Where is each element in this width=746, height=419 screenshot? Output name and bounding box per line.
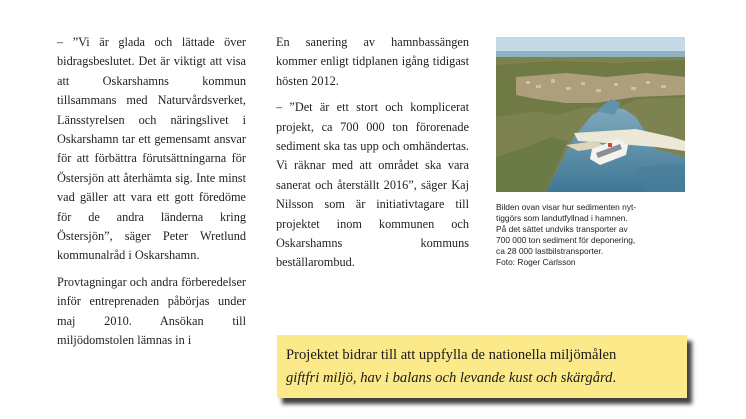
caption-line: tiggörs som landutfyllnad i hamnen. xyxy=(496,212,628,223)
text-column-middle xyxy=(276,33,469,280)
harbour-photo-graphic xyxy=(496,37,685,192)
body-paragraph: Provtagningar och andra förberedelser inför entreprenaden påbörjas under maj 2010. Ansökan till miljödomstolen lämnas in i xyxy=(57,274,246,348)
callout-line-2 xyxy=(286,370,616,387)
caption-line: ca 28 000 lastbilstransporter. xyxy=(496,245,604,256)
harbour-aerial-photo xyxy=(496,37,685,192)
caption-line: På det sättet undviks transporter av xyxy=(496,223,628,234)
highlight-callout-box xyxy=(277,335,687,398)
text-column-left xyxy=(57,33,246,358)
quote-paragraph: – ”Det är ett stort och komplicerat projekt, ca 700 000 ton förorenade sediment ska tas upp och omhändertas. Vi räknar med att området ska vara sanerat och återställt 2016”, säger Kaj Nilsson som är initiativtagare till projektet inom kommunen och Oskarshamns kommuns beställarombud. xyxy=(276,100,469,270)
callout-line-1: Projektet bidrar till att uppfylla de nationella miljömålen xyxy=(286,347,617,363)
body-paragraph: En sanering av hamnbassängen kommer enligt tidplanen igång tidigast hösten 2012. xyxy=(276,35,469,88)
callout-period: . xyxy=(612,370,617,386)
quote-paragraph: – ”Vi är glada och lättade över bidragsbeslutet. Det är viktigt att visa att Oskarshamns kommun tillsammans med Naturvårdsverket, Länsstyrelsen och näringslivet i Oskarshamn tar ett gemensamt ansvar för att förbättra förutsättningarna för Östersjön att återhämta sig. Inte minst vad gäller att vara ett gott föredöme för de andra länderna kring Östersjön”, säger Peter Wretlund kommunalråd i Oskarshamn. xyxy=(57,35,246,263)
photo-credit: Foto: Roger Carlsson xyxy=(496,256,576,267)
callout-goals-italic: giftfri miljö, hav i balans och levande kust och skärgård xyxy=(286,370,613,386)
caption-line: 700 000 ton sediment för deponering, xyxy=(496,234,636,245)
caption-line: Bilden ovan visar hur sedimenten nyt- xyxy=(496,202,637,212)
photo-caption xyxy=(496,202,688,267)
